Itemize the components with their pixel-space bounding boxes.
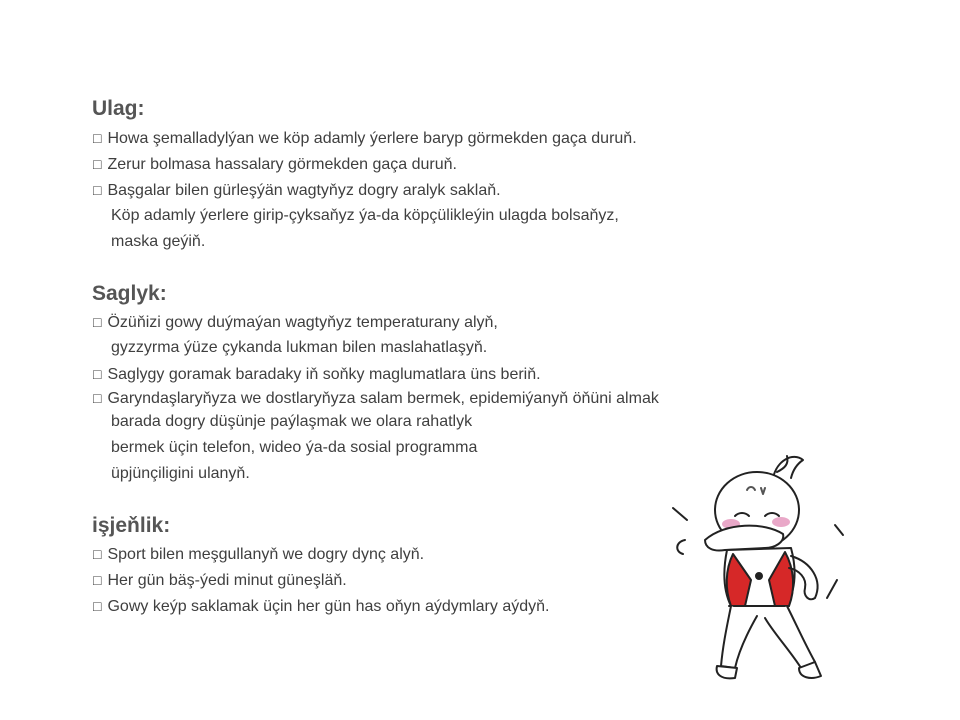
checkbox-icon: □ bbox=[93, 130, 102, 146]
checkbox-icon: □ bbox=[93, 314, 102, 330]
checkbox-icon: □ bbox=[93, 156, 102, 172]
list-item-continuation: bermek üçin telefon, wideo ýa-da sosial programma bbox=[111, 439, 478, 456]
checkbox-icon: □ bbox=[93, 366, 102, 382]
list-item: □ Her gün bäş-ýedi minut güneşläň. bbox=[93, 572, 347, 589]
list-item: □ Zerur bolmasa hassalary görmekden gaça duruň. bbox=[93, 156, 457, 173]
list-item-continuation: maska geýiň. bbox=[111, 233, 206, 250]
section-heading-saglyk: Saglyk: bbox=[92, 282, 167, 305]
list-item: □ Saglygy goramak baradaky iň soňky maglumatlara üns beriň. bbox=[93, 366, 541, 383]
list-item-continuation: üpjünçiligini ulanyň. bbox=[111, 465, 250, 482]
checkbox-icon: □ bbox=[93, 598, 102, 614]
list-item-continuation: gyzzyrma ýüze çykanda lukman bilen maslahatlaşyň. bbox=[111, 339, 488, 356]
list-item-continuation: barada dogry düşünje paýlaşmak we olara rahatlyk bbox=[111, 413, 473, 430]
checkbox-icon: □ bbox=[93, 182, 102, 198]
list-item: □ Sport bilen meşgullanyň we dogry dynç alyň. bbox=[93, 546, 425, 563]
list-item: □ Howa şemalladylýan we köp adamly ýerlere baryp görmekden gaça duruň. bbox=[93, 130, 637, 147]
checkbox-icon: □ bbox=[93, 546, 102, 562]
section-heading-ulag: Ulag: bbox=[92, 97, 145, 120]
list-item: □ Garyndaşlaryňyza we dostlaryňyza salam bermek, epidemiýanyň öňüni almak bbox=[93, 390, 659, 407]
list-item-continuation: Köp adamly ýerlere girip-çyksaňyz ýa-da köpçülikleýin ulagda bolsaňyz, bbox=[111, 207, 619, 224]
checkbox-icon: □ bbox=[93, 390, 102, 406]
section-heading-isjenlik: işjeňlik: bbox=[92, 514, 171, 537]
list-item: □ Özüňizi gowy duýmaýan wagtyňyz temperaturany alyň, bbox=[93, 314, 498, 331]
checkbox-icon: □ bbox=[93, 572, 102, 588]
list-item: □ Gowy keýp saklamak üçin her gün has oňyn aýdymlary aýdyň. bbox=[93, 598, 550, 615]
list-item: □ Başgalar bilen gürleşýän wagtyňyz dogry aralyk saklaň. bbox=[93, 182, 501, 199]
exercising-character-illustration bbox=[665, 430, 865, 685]
